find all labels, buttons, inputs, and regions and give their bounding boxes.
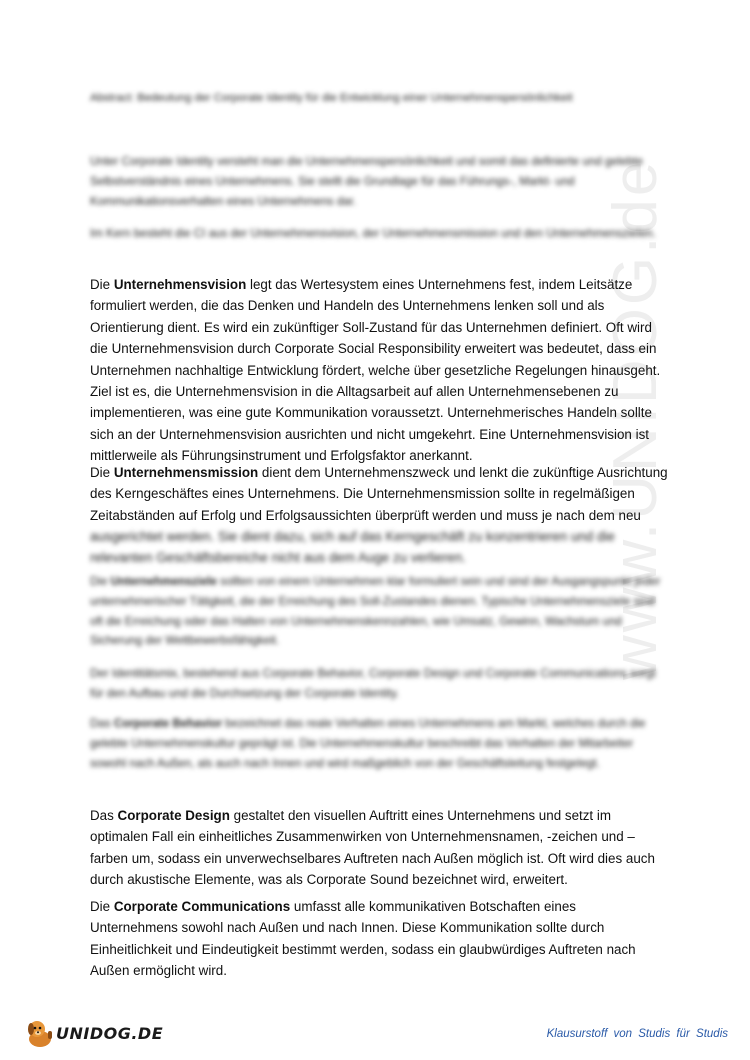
communications-term: Corporate Communications	[113, 899, 291, 914]
mission-paragraph-blurred: ausgerichtet werden. Sie dient dazu, sich auf das Kerngeschäft zu konzentrieren und die relevanten Geschäftsbereiche nicht aus dem Auge zu verlieren.	[90, 529, 615, 566]
footer-tagline: Klausurstoff von Studis für Studis	[546, 1028, 728, 1040]
brand-name: UNIDOG.DE	[56, 1023, 164, 1043]
watermark: www.UNIDOG.de	[601, 158, 670, 680]
dog-icon	[22, 1017, 58, 1049]
intro-paragraph: Unter Corporate Identity versteht man die Unternehmenspersönlichkeit und somit das definierte und gelebte Selbstverständnis eines Unternehmens. Sie stellt die Grundlage für das Führungs-, Markt- und Kommunikationsverhalten eines Unternehmens dar.	[90, 155, 643, 208]
vision-term: Unternehmensvision	[113, 277, 247, 292]
goals-paragraph: Die Unternehmensziele sollten von einem Unternehmen klar formuliert sein und sind der Ausgangspunkt jeder unternehmerischer Tätigkeit, die der Erreichung des Soll-Zustandes dienen. Typische Unternehmensziele sind oft die Erreichung oder das Halten von Unternehmenskennzahlen, wie Umsatz, Gewinn, Wachstum und Sicherung der Wettbewerbsfähigkeit.	[90, 575, 661, 648]
mission-paragraph: Die Unternehmensmission dient dem Unternehmenszweck und lenkt die zukünftige Ausrichtung des Kerngeschäftes eines Unternehmens. Die Unternehmensmission sollte in regelmäßigen Zeitabständen auf Erfolg und Erfolgsaussichten überprüft werden und muss je nach dem neu	[90, 465, 668, 523]
identity-mix-paragraph: Der Identitätsmix, bestehend aus Corporate Behavior, Corporate Design und Corporate Communications sorgt für den Aufbau und die Durchsetzung der Corporate Identity.	[90, 667, 656, 700]
vision-paragraph: Die Unternehmensvision legt das Wertesystem eines Unternehmens fest, indem Leitsätze formuliert werden, die das Denken und Handeln des Unternehmens lenken soll und als Orientierung dient. Es wird ein zukünftiger Soll-Zustand für das Unternehmen definiert. Oft wird die Unternehmensvision durch Corporate Social Responsibility erweitert was bedeutet, dass ein Unternehmen nachhaltige Entwicklung fördert, welche über gesetzliche Regelungen hinausgeht. Ziel ist es, die Unternehmensvision in die Alltagsarbeit auf allen Unternehmensebenen zu implementieren, was eine gute Kommunikation voraussetzt. Unternehmerisches Handeln sollte sich an der Unternehmensvision ausrichten und nicht umgekehrt. Eine Unternehmensvision ist mittlerweile als Führungsinstrument und Erfolgsfaktor anerkannt.	[90, 277, 661, 464]
document-title: Abstract: Bedeutung der Corporate Identity für die Entwicklung einer Unternehmenspersönlichkeit	[90, 92, 573, 104]
intro-paragraph-2: Im Kern besteht die CI aus der Unternehmensvision, der Unternehmensmission und den Unternehmenszielen.	[90, 227, 656, 240]
design-paragraph: Das Corporate Design gestaltet den visuellen Auftritt eines Unternehmens und setzt im optimalen Fall ein einheitliches Zusammenwirken von Unternehmensnamen, -zeichen und –farben um, sodass ein unverwechselbares Auftreten nach Außen möglich ist. Oft wird dies auch durch akustische Elemente, was als Corporate Sound bezeichnet wird, erweitert.	[90, 808, 655, 888]
footer-logo[interactable]	[22, 1016, 163, 1050]
communications-paragraph: Die Corporate Communications umfasst alle kommunikativen Botschaften eines Unternehmens sowohl nach Außen und nach Innen. Diese Kommunikation sollte durch Einheitlichkeit und Eindeutigkeit bestimmt werden, sodass ein glaubwürdiges Auftreten nach Außen ermöglicht wird.	[90, 899, 636, 979]
behavior-paragraph: Das Corporate Behavior bezeichnet das reale Verhalten eines Unternehmens am Markt, welches durch die gelebte Unternehmenskultur geprägt ist. Die Unternehmenskultur beschreibt das Verhalten der Mitarbeiter sowohl nach Außen, als auch nach Innen und wird maßgeblich von der Geschäftsleitung festgelegt.	[90, 717, 646, 770]
mission-term: Unternehmensmission	[113, 465, 259, 480]
design-term: Corporate Design	[117, 808, 230, 823]
